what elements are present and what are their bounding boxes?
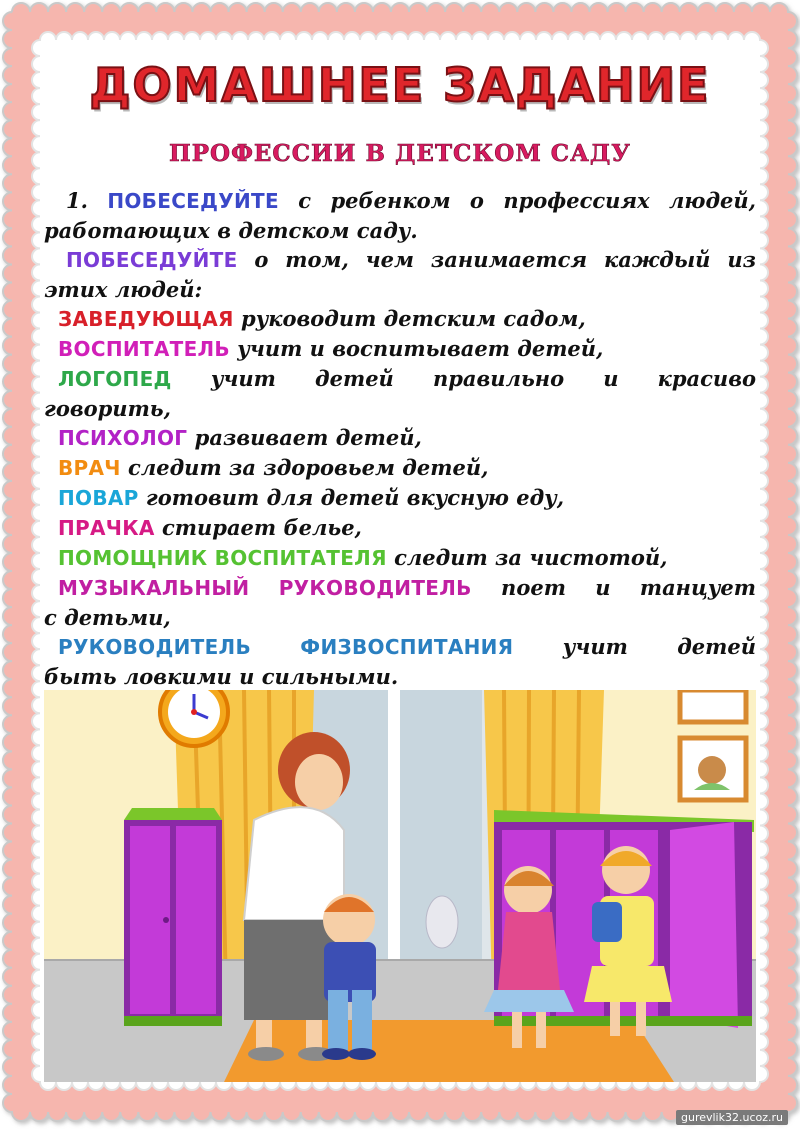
profession-desc: готовит для детей вкусную еду, [138, 485, 565, 510]
left-locker [124, 808, 222, 1026]
keyword-talk-2: ПОБЕСЕДУЙТЕ [66, 248, 238, 272]
keyword-talk: ПОБЕСЕДУЙТЕ [107, 189, 279, 213]
profession-name: ЛОГОПЕД [58, 367, 172, 391]
profession-desc: развивает детей, [187, 425, 422, 450]
profession-line [44, 453, 756, 483]
item-number: 1. [66, 188, 88, 213]
profession-name: ПОВАР [58, 486, 139, 510]
profession-desc: учит детей [513, 634, 756, 659]
profession-line [44, 632, 756, 662]
paragraph-2-text: о том, чем занимается каждый из [237, 247, 756, 272]
profession-line [44, 334, 756, 364]
profession-desc: следит за здоровьем детей, [120, 455, 489, 480]
profession-desc: стирает белье, [154, 515, 362, 540]
profession-line [44, 483, 756, 513]
profession-name: ВОСПИТАТЕЛЬ [58, 337, 230, 361]
profession-line [44, 423, 756, 453]
paragraph-2-cont: этих людей: [44, 277, 203, 302]
profession-line [44, 364, 756, 394]
wall-pictures [680, 690, 746, 800]
paragraph-1-cont: работающих в детском саду. [44, 218, 418, 243]
page-title: ДОМАШНЕЕ ЗАДАНИЕ [89, 58, 711, 112]
profession-desc: учит детей правильно и красиво [171, 366, 756, 391]
page-subtitle: ПРОФЕССИИ В ДЕТСКОМ САДУ [169, 140, 631, 167]
clock-icon [160, 690, 228, 746]
paragraph-1-text: с ребенком о профессиях людей, [278, 188, 756, 213]
profession-desc: следит за чистотой, [386, 545, 668, 570]
profession-name: МУЗЫКАЛЬНЫЙ РУКОВОДИТЕЛЬ [58, 576, 472, 600]
paragraph-1 [44, 186, 756, 216]
profession-line [44, 304, 756, 334]
profession-name: ЗАВЕДУЮЩАЯ [58, 307, 234, 331]
profession-name: ВРАЧ [58, 456, 121, 480]
profession-line [44, 513, 756, 543]
profession-line [44, 543, 756, 573]
profession-line-cont: быть ловкими и сильными. [44, 664, 399, 689]
profession-desc: учит и воспитывает детей, [229, 336, 604, 361]
profession-desc: поет и танцует [471, 575, 757, 600]
profession-name: ПСИХОЛОГ [58, 426, 188, 450]
source-credit: gurevlik32.ucoz.ru [676, 1110, 788, 1125]
profession-desc: руководит детским садом, [233, 306, 586, 331]
profession-name: ПРАЧКА [58, 516, 155, 540]
rug [224, 1020, 674, 1082]
profession-name: ПОМОЩНИК ВОСПИТАТЕЛЯ [58, 546, 387, 570]
homework-text [44, 186, 756, 691]
paragraph-2 [44, 245, 756, 275]
profession-line [44, 573, 756, 603]
profession-line-cont: с детьми, [44, 605, 171, 630]
profession-line-cont: говорить, [44, 396, 171, 421]
profession-name: РУКОВОДИТЕЛЬ ФИЗВОСПИТАНИЯ [58, 635, 514, 659]
kindergarten-illustration [44, 690, 756, 1082]
